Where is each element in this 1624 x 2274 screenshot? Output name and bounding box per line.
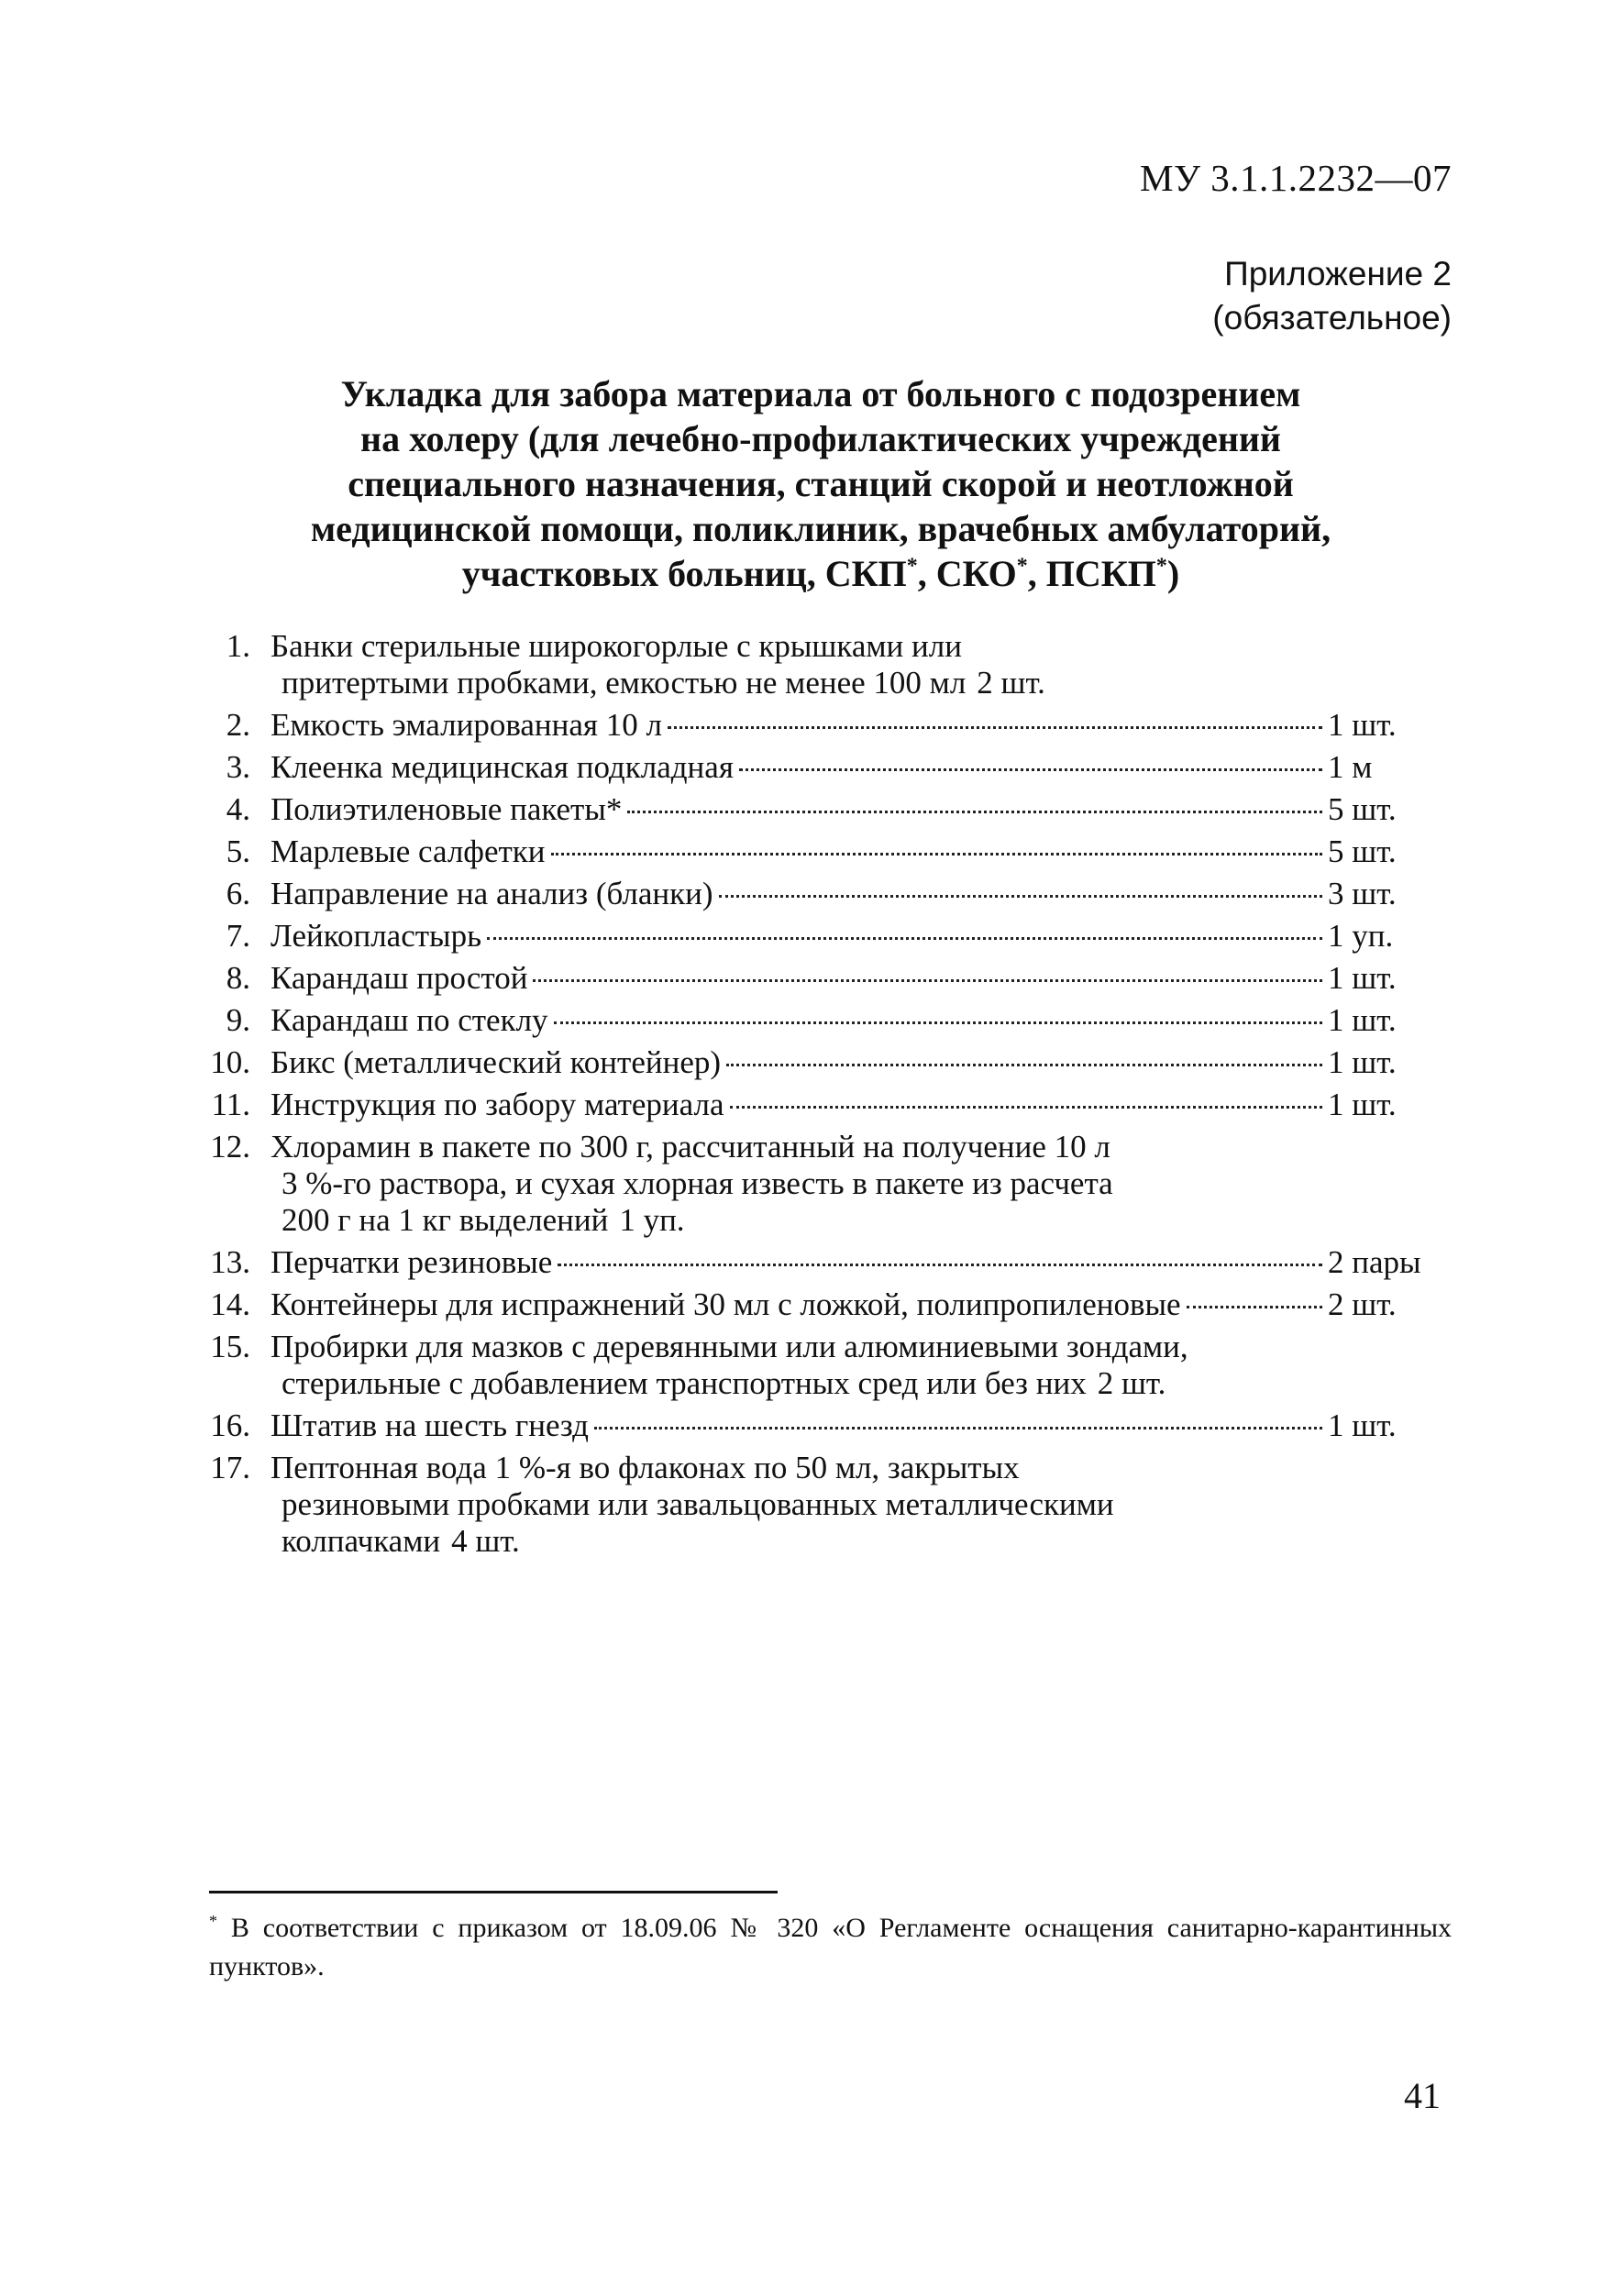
items-list <box>188 628 1421 1565</box>
item-name: Направление на анализ (бланки) <box>271 876 713 911</box>
item-number: 11. <box>211 1087 250 1122</box>
page-number: 41 <box>1404 2075 1441 2116</box>
appendix-block <box>1212 252 1452 340</box>
item-name: Штатив на шесть гнезд <box>271 1407 589 1443</box>
item-body <box>271 1244 1421 1281</box>
item-name: Контейнеры для испражнений 30 мл с ложкой, полипропиленовые <box>271 1286 1181 1322</box>
item-leader-line <box>271 1407 1412 1444</box>
item-number: 4. <box>226 791 250 827</box>
item-body <box>271 749 1412 786</box>
item-leader-line <box>271 1286 1412 1323</box>
item-text-line: Банки стерильные широкогорлые с крышками или <box>271 628 962 664</box>
footnote-text: В соответствии с приказом от 18.09.06 № 320 «О Регламенте оснащения санитарно-карантинных пунктов». <box>209 1913 1452 1981</box>
item-name: Инструкция по забору материала <box>271 1087 724 1122</box>
dot-leader <box>533 979 1322 982</box>
footnote-mark: * <box>1016 554 1028 579</box>
item-leader-line <box>271 1087 1412 1123</box>
item-quantity: 1 шт. <box>1328 707 1397 743</box>
list-item <box>188 1129 1412 1239</box>
list-item <box>188 960 1412 997</box>
item-text-line: Хлорамин в пакете по 300 г, рассчитанный на получение 10 л <box>271 1129 1110 1165</box>
item-name: Клеенка медицинская подкладная <box>271 749 734 785</box>
dot-leader <box>730 1106 1323 1109</box>
item-name: Марлевые салфетки <box>271 833 546 869</box>
item-leader-line <box>271 876 1412 912</box>
list-item <box>188 628 1412 701</box>
list-item <box>188 1087 1412 1123</box>
dot-leader <box>487 937 1322 940</box>
item-number: 14. <box>210 1286 250 1322</box>
item-number: 7. <box>226 918 250 954</box>
list-item <box>188 918 1412 955</box>
item-leader-line <box>271 749 1412 786</box>
item-body <box>271 876 1412 912</box>
item-leader-line <box>271 833 1412 870</box>
item-quantity: 5 шт. <box>1328 833 1397 869</box>
dot-leader <box>719 895 1322 898</box>
dot-leader <box>726 1064 1322 1066</box>
item-text-line: резиновыми пробками или завальцованных металлическими <box>282 1486 1114 1522</box>
footnote-divider <box>209 1891 778 1893</box>
title-fragment: участковых больниц, СКП <box>461 553 907 594</box>
item-body <box>271 707 1412 744</box>
item-body <box>271 1286 1412 1323</box>
item-leader-line <box>271 1244 1421 1281</box>
item-name: Лейкопластырь <box>271 918 482 954</box>
dot-leader <box>1187 1306 1322 1308</box>
item-number: 9. <box>226 1002 250 1038</box>
list-item <box>188 1329 1412 1402</box>
list-item <box>188 1044 1412 1081</box>
document-title <box>220 371 1421 596</box>
title-line: медицинской помощи, поликлиник, врачебных амбулаторий, <box>310 508 1331 549</box>
item-leader-line <box>271 1523 1412 1560</box>
item-text-line: Пептонная вода 1 %-я во флаконах по 50 мл, закрытых <box>271 1450 1020 1485</box>
item-number: 15. <box>210 1329 250 1364</box>
item-quantity: 1 уп. <box>619 1202 685 1238</box>
dot-leader <box>739 768 1322 771</box>
item-quantity: 1 шт. <box>1328 1087 1397 1122</box>
doc-code: МУ 3.1.1.2232—07 <box>1140 157 1452 199</box>
item-quantity: 2 шт. <box>1328 1286 1397 1322</box>
item-quantity: 3 шт. <box>1328 876 1397 911</box>
title-fragment: , СКО <box>917 553 1017 594</box>
item-body <box>271 791 1412 828</box>
title-fragment: , ПСКП <box>1027 553 1156 594</box>
dot-leader <box>594 1427 1322 1430</box>
item-body <box>271 1002 1412 1039</box>
item-quantity: 1 м <box>1328 749 1373 785</box>
item-body <box>271 960 1412 997</box>
item-leader-line <box>271 791 1412 828</box>
item-text-line: 3 %-го раствора, и сухая хлорная известь в пакете из расчета <box>282 1165 1113 1201</box>
item-number: 17. <box>210 1450 250 1485</box>
item-leader-line <box>271 1002 1412 1039</box>
item-name: Полиэтиленовые пакеты* <box>271 791 623 827</box>
title-fragment: ) <box>1166 553 1180 594</box>
item-quantity: 2 шт. <box>977 665 1045 701</box>
item-name: притертыми пробками, емкостью не менее 100 мл <box>282 665 967 701</box>
item-text-line: Пробирки для мазков с деревянными или алюминиевыми зондами, <box>271 1329 1188 1364</box>
item-body <box>271 1407 1412 1444</box>
item-body <box>271 628 1412 701</box>
item-number: 13. <box>210 1244 250 1280</box>
item-quantity: 2 пары <box>1328 1244 1421 1280</box>
item-quantity: 4 шт. <box>451 1523 520 1559</box>
item-leader-line <box>271 1365 1412 1402</box>
item-quantity: 1 шт. <box>1328 960 1397 996</box>
item-quantity: 5 шт. <box>1328 791 1397 827</box>
item-name: Емкость эмалированная 10 л <box>271 707 662 743</box>
list-item <box>188 791 1412 828</box>
dot-leader <box>551 853 1322 856</box>
item-quantity: 1 шт. <box>1328 1044 1397 1080</box>
item-quantity: 1 уп. <box>1328 918 1394 954</box>
dot-leader <box>627 811 1322 813</box>
title-line: специального назначения, станций скорой и неотложной <box>348 463 1294 504</box>
footnote-mark: * <box>1155 554 1167 579</box>
dot-leader <box>668 726 1322 729</box>
item-number: 10. <box>210 1044 250 1080</box>
item-body <box>271 1087 1412 1123</box>
item-name: Карандаш простой <box>271 960 528 996</box>
title-line-last <box>220 551 1421 596</box>
item-number: 8. <box>226 960 250 996</box>
list-item <box>188 1002 1412 1039</box>
item-name: колпачками <box>282 1523 441 1559</box>
item-leader-line <box>271 1044 1412 1081</box>
item-quantity: 2 шт. <box>1097 1365 1166 1401</box>
item-name: Бикс (металлический контейнер) <box>271 1044 722 1080</box>
item-body <box>271 833 1412 870</box>
item-leader-line <box>271 707 1412 744</box>
footnote <box>209 1909 1452 1986</box>
item-number: 1. <box>226 628 250 664</box>
footnote-mark: * <box>209 1912 217 1931</box>
list-item <box>188 707 1412 744</box>
item-body <box>271 918 1412 955</box>
item-name: Карандаш по стеклу <box>271 1002 548 1038</box>
footnote-mark: * <box>906 554 918 579</box>
item-body <box>271 1044 1412 1081</box>
title-line: на холеру (для лечебно-профилактических учреждений <box>360 418 1281 459</box>
item-body <box>271 1450 1412 1560</box>
list-item <box>188 1407 1412 1444</box>
dot-leader <box>554 1021 1322 1024</box>
item-leader-line <box>271 665 1412 701</box>
list-item <box>188 749 1412 786</box>
list-item <box>188 833 1412 870</box>
item-number: 6. <box>226 876 250 911</box>
item-quantity: 1 шт. <box>1328 1002 1397 1038</box>
list-item <box>188 1286 1412 1323</box>
item-leader-line <box>271 960 1412 997</box>
item-name: 200 г на 1 кг выделений <box>282 1202 609 1238</box>
item-number: 2. <box>226 707 250 743</box>
item-number: 3. <box>226 749 250 785</box>
item-number: 5. <box>226 833 250 869</box>
list-item <box>188 1244 1421 1281</box>
item-body <box>271 1129 1412 1239</box>
item-number: 12. <box>210 1129 250 1165</box>
item-name: Перчатки резиновые <box>271 1244 553 1280</box>
item-leader-line <box>271 918 1412 955</box>
appendix-label: Приложение 2 <box>1224 255 1452 293</box>
item-body <box>271 1329 1412 1402</box>
item-number: 16. <box>210 1407 250 1443</box>
item-name: стерильные с добавлением транспортных сред или без них <box>282 1365 1087 1401</box>
item-leader-line <box>271 1202 1412 1239</box>
item-quantity: 1 шт. <box>1328 1407 1397 1443</box>
list-item <box>188 876 1412 912</box>
dot-leader <box>558 1264 1322 1266</box>
title-line: Укладка для забора материала от больного с подозрением <box>340 373 1301 414</box>
list-item <box>188 1450 1412 1560</box>
appendix-note: (обязательное) <box>1212 299 1452 337</box>
